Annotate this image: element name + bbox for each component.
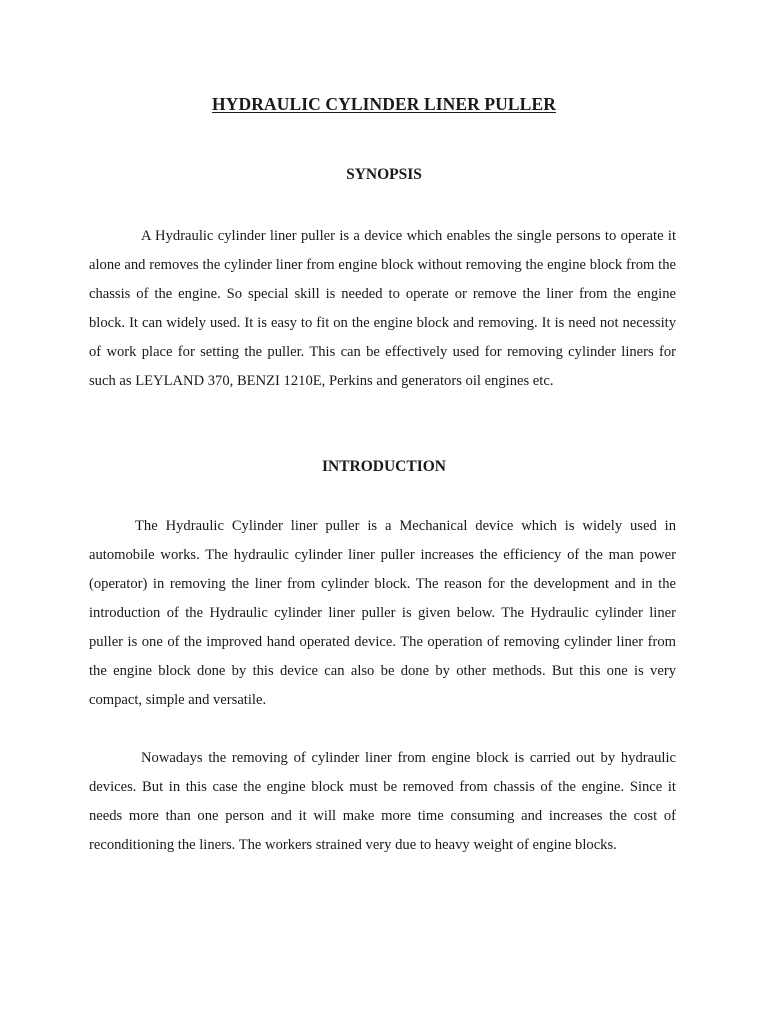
introduction-paragraph-1: The Hydraulic Cylinder liner puller is a Mechanical device which is widely used in automobile works. The hydraulic cylinder liner puller increases the efficiency of the man power (operator) in removing the liner from cylinder block. The reason for the development and in the introduction of the Hydraulic cylinder liner puller is given below. The Hydraulic cylinder liner puller is one of the improved hand operated device. The operation of removing cylinder liner from the engine block done by this device can also be done by other methods. But this one is very compact, simple and versatile. [89, 518, 676, 708]
section-heading-introduction: INTRODUCTION [321, 458, 446, 475]
synopsis-paragraph: A Hydraulic cylinder liner puller is a device which enables the single persons to operate it alone and removes the cylinder liner from engine block without removing the engine block from the chassis of the engine. So special skill is needed to operate or remove the liner from the engine block. It can widely used. It is easy to fit on the engine block and removing. It is need not necessity of work place for setting the puller. This can be effectively used for removing cylinder liners for such as LEYLAND 370, BENZI 1210E, Perkins and generators oil engines etc. [89, 228, 676, 389]
introduction-paragraph-2: Nowadays the removing of cylinder liner from engine block is carried out by hydraulic devices. But in this case the engine block must be removed from chassis of the engine. Since it needs more than one person and it will make more time consuming and increases the cost of reconditioning the liners. The workers strained very due to heavy weight of engine blocks. [89, 750, 676, 853]
section-heading-synopsis: SYNOPSIS [346, 166, 422, 183]
document-title: HYDRAULIC CYLINDER LINER PULLER [212, 94, 556, 114]
